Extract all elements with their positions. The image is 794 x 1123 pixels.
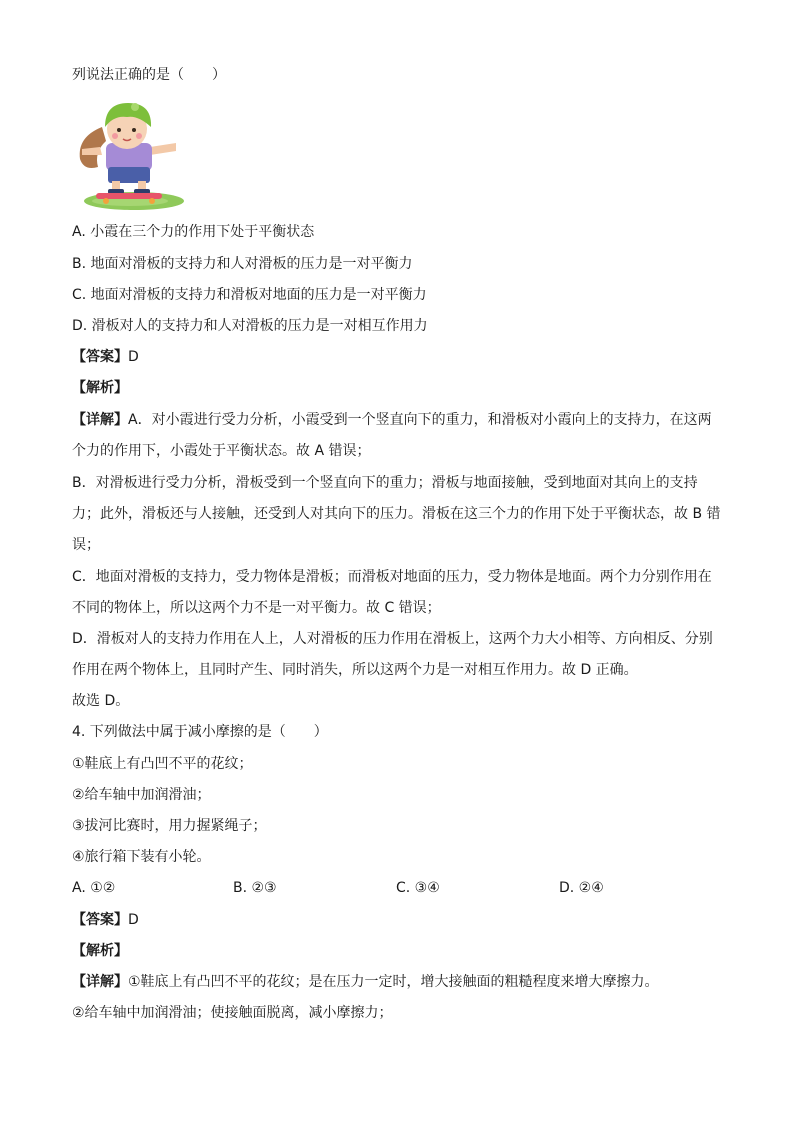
answer-line-q4 (72, 910, 139, 930)
q4-item: ③拔河比赛时，用力握紧绳子； (72, 818, 267, 834)
question-4-stem: 4. 下列做法中属于减小摩擦的是（ ） (72, 724, 328, 740)
detail-line: 力；此外，滑板还与人接触，还受到人对其向下的压力。滑板在这三个力的作用下处于平衡状态，故 B 错 (72, 506, 721, 522)
answer-tag: 【答案】 (72, 349, 128, 365)
detail-line: 不同的物体上，所以这两个力不是一对平衡力。故 C 错误； (72, 600, 441, 616)
detail-line: D．滑板对人的支持力作用在人上，人对滑板的压力作用在滑板上，这两个力大小相等、方向相反、分别 (72, 631, 713, 647)
detail-line: C．地面对滑板的支持力，受力物体是滑板；而滑板对地面的压力，受力物体是地面。两个力分别作用在 (72, 569, 712, 585)
detail-line: ②给车轴中加润滑油；使接触面脱离，减小摩擦力； (72, 1005, 393, 1021)
detail-line: 故选 D。 (72, 693, 130, 709)
girl-on-skateboard-icon (72, 97, 186, 211)
q4-choice-d: D. ②④ (559, 880, 604, 896)
option-c: C. 地面对滑板的支持力和滑板对地面的压力是一对平衡力 (72, 287, 427, 303)
detail-line: 个力的作用下，小霞处于平衡状态。故 A 错误； (72, 443, 371, 459)
option-b: B. 地面对滑板的支持力和人对滑板的压力是一对平衡力 (72, 256, 413, 272)
detail-line (72, 410, 712, 430)
detail-line: 误； (72, 537, 100, 553)
detail-tag: 【详解】 (72, 974, 128, 990)
detail-line: 作用在两个物体上，且同时产生、同时消失，所以这两个力是一对相互作用力。故 D 正确。 (72, 662, 638, 678)
option-a: A. 小霞在三个力的作用下处于平衡状态 (72, 224, 315, 240)
q4-item: ④旅行箱下装有小轮。 (72, 849, 211, 865)
detail-text: A．对小霞进行受力分析，小霞受到一个竖直向下的重力，和滑板对小霞向上的支持力，在这两 (128, 412, 712, 428)
q4-choice-b: B. ②③ (233, 880, 277, 896)
answer-value: D (128, 912, 139, 928)
option-d: D. 滑板对人的支持力和人对滑板的压力是一对相互作用力 (72, 318, 428, 334)
detail-line: B．对滑板进行受力分析，滑板受到一个竖直向下的重力；滑板与地面接触，受到地面对其向上的支持 (72, 475, 698, 491)
q4-choice-a: A. ①② (72, 880, 116, 896)
q4-item: ①鞋底上有凸凹不平的花纹； (72, 756, 253, 772)
answer-tag: 【答案】 (72, 912, 128, 928)
analysis-tag-q3: 【解析】 (72, 380, 128, 396)
q4-choice-c: C. ③④ (396, 880, 440, 896)
detail-tag: 【详解】 (72, 412, 128, 428)
answer-value: D (128, 349, 139, 365)
analysis-tag-q4: 【解析】 (72, 943, 128, 959)
q4-item: ②给车轴中加润滑油； (72, 787, 211, 803)
detail-text: ①鞋底上有凸凹不平的花纹；是在压力一定时，增大接触面的粗糙程度来增大摩擦力。 (128, 974, 659, 990)
question-3-stem-tail: 列说法正确的是（ ） (72, 67, 226, 83)
answer-line-q3 (72, 347, 139, 367)
detail-line (72, 972, 659, 992)
